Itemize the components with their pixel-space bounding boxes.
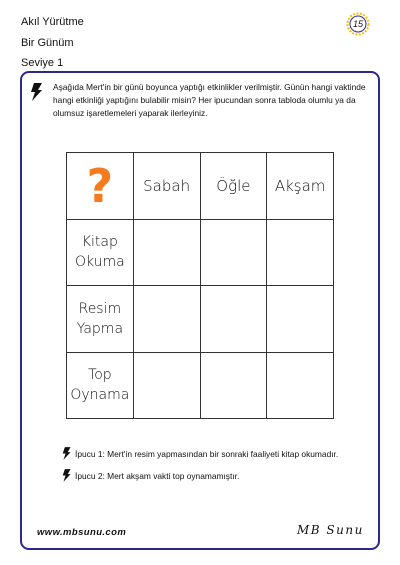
column-header-noon: Öğle [200, 153, 267, 220]
row-header-reading [67, 219, 134, 286]
row-header-line: Top [88, 367, 112, 384]
grid-cell[interactable] [267, 219, 334, 286]
brand-logo: MB Sunu [297, 523, 364, 537]
row-header-ball-playing [67, 352, 134, 419]
corner-question-mark [67, 153, 134, 220]
grid-cell[interactable] [133, 219, 200, 286]
clue-2-text: İpucu 2: Mert akşam vakti top oynamamıştır. [75, 471, 240, 481]
worksheet-title: Akıl Yürütme [21, 16, 84, 28]
worksheet-level: Seviye 1 [21, 57, 64, 69]
page-number: 15 [352, 19, 363, 29]
clue-1-text: İpucu 1: Mert'in resim yapmasından bir sonraki faaliyeti kitap okumadır. [75, 449, 339, 459]
row-header-line: Resim [78, 300, 122, 317]
logic-grid-table [66, 152, 334, 419]
grid-cell[interactable] [267, 286, 334, 353]
row-header-line: Yapma [76, 320, 124, 337]
instructions-text: Aşağıda Mert'in bir günü boyunca yaptığı etkinlikler verilmiştir. Günün hangi vaktinde hangi etkinliği yaptığını bulabilir misin? Her ipucundan sonra tabloda olumlu ya da olumsuz işaretlemeleri yaparak ilerleyiniz. [53, 82, 366, 119]
row-header-line: Oynama [70, 387, 130, 404]
row-header-painting [67, 286, 134, 353]
grid-cell[interactable] [133, 286, 200, 353]
column-header-morning: Sabah [133, 153, 200, 220]
grid-cell[interactable] [200, 219, 267, 286]
lightning-icon [62, 447, 72, 460]
lightning-icon [62, 469, 72, 482]
question-mark-icon: ? [86, 158, 114, 213]
lightning-icon [30, 83, 44, 101]
grid-cell[interactable] [133, 352, 200, 419]
worksheet-subtitle: Bir Günüm [21, 37, 74, 49]
column-header-evening: Akşam [267, 153, 334, 220]
website-url: www.mbsunu.com [37, 527, 127, 538]
row-header-line: Okuma [74, 254, 125, 271]
grid-cell[interactable] [200, 286, 267, 353]
grid-cell[interactable] [200, 352, 267, 419]
row-header-line: Kitap [81, 234, 118, 251]
grid-cell[interactable] [267, 352, 334, 419]
